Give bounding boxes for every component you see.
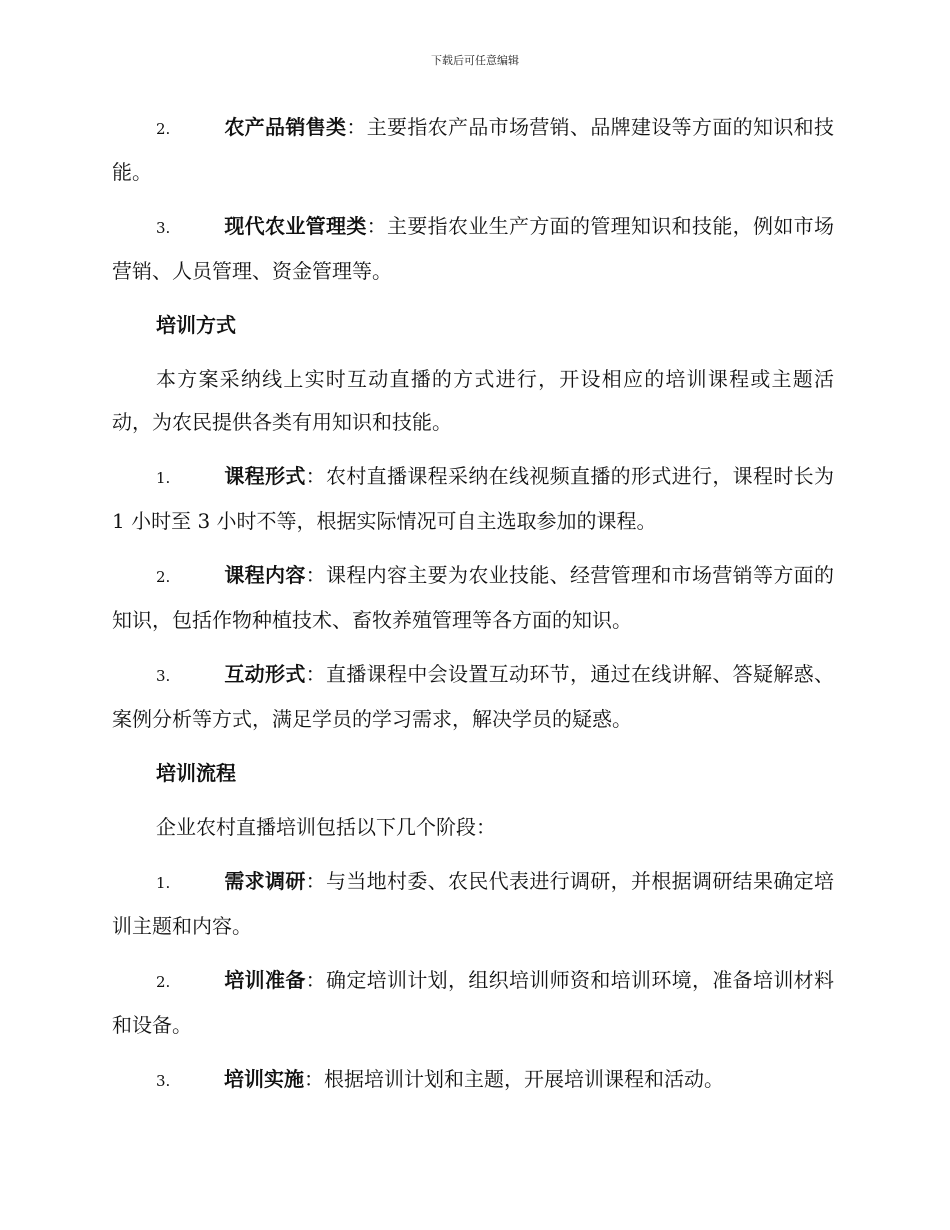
list-item bbox=[112, 1058, 834, 1103]
item-number: 1. bbox=[156, 874, 171, 892]
item-title: 培训准备 bbox=[224, 968, 306, 992]
item-body: 课程内容主要为农业技能、经营管理和市场营销等方面的知识，包括作物种植技术、畜牧养殖管理等各方面的知识。 bbox=[112, 563, 835, 632]
item-title: 互动形式 bbox=[224, 662, 306, 686]
item-body: 农村直播课程采纳在线视频直播的形式进行，课程时长为 1 小时至 3 小时不等，根据实际情况可自主选取参加的课程。 bbox=[112, 464, 835, 533]
item-separator: ： bbox=[304, 1067, 324, 1091]
item-number: 2. bbox=[156, 568, 171, 586]
item-title: 课程形式 bbox=[224, 464, 306, 488]
item-separator: ： bbox=[305, 968, 327, 992]
item-separator: ： bbox=[305, 563, 327, 587]
item-body: 主要指农产品市场营销、品牌建设等方面的知识和技能。 bbox=[112, 115, 835, 184]
list-item bbox=[112, 860, 834, 948]
item-body: 根据培训计划和主题，开展培训课程和活动。 bbox=[324, 1067, 724, 1091]
item-title: 课程内容 bbox=[224, 563, 306, 587]
section-heading: 培训流程 bbox=[156, 761, 236, 785]
list-item bbox=[112, 653, 834, 741]
list-item bbox=[112, 106, 834, 194]
item-separator: ： bbox=[305, 464, 327, 488]
item-number: 3. bbox=[156, 667, 171, 685]
body-paragraph: 本方案采纳线上实时互动直播的方式进行，开设相应的培训课程或主题活动，为农民提供各类有用知识和技能。 bbox=[112, 367, 834, 434]
item-title: 需求调研 bbox=[224, 869, 306, 893]
item-title: 农产品销售类 bbox=[224, 115, 347, 139]
list-item bbox=[112, 959, 834, 1047]
item-title: 培训实施 bbox=[224, 1067, 304, 1091]
item-body: 确定培训计划，组织培训师资和培训环境，准备培训材料和设备。 bbox=[112, 968, 835, 1037]
list-item bbox=[112, 455, 834, 543]
body-paragraph: 企业农村直播培训包括以下几个阶段： bbox=[156, 815, 496, 839]
item-title: 现代农业管理类 bbox=[224, 214, 367, 238]
page-header: 下载后可任意编辑 bbox=[431, 54, 519, 67]
item-separator: ： bbox=[305, 662, 327, 686]
item-number: 2. bbox=[156, 973, 171, 991]
item-number: 2. bbox=[156, 120, 171, 138]
item-separator: ： bbox=[346, 115, 367, 139]
section-heading: 培训方式 bbox=[156, 313, 236, 337]
list-item bbox=[112, 554, 834, 642]
item-number: 3. bbox=[156, 1072, 171, 1090]
item-number: 1. bbox=[156, 469, 171, 487]
item-body: 与当地村委、农民代表进行调研，并根据调研结果确定培训主题和内容。 bbox=[112, 869, 835, 938]
item-body: 主要指农业生产方面的管理知识和技能，例如市场营销、人员管理、资金管理等。 bbox=[112, 214, 835, 283]
item-separator: ： bbox=[366, 214, 388, 238]
document-body bbox=[112, 106, 834, 1114]
item-separator: ： bbox=[305, 869, 327, 893]
item-body: 直播课程中会设置互动环节，通过在线讲解、答疑解惑、案例分析等方式，满足学员的学习需求，解决学员的疑惑。 bbox=[112, 662, 835, 731]
list-item bbox=[112, 205, 834, 293]
item-number: 3. bbox=[156, 219, 171, 237]
